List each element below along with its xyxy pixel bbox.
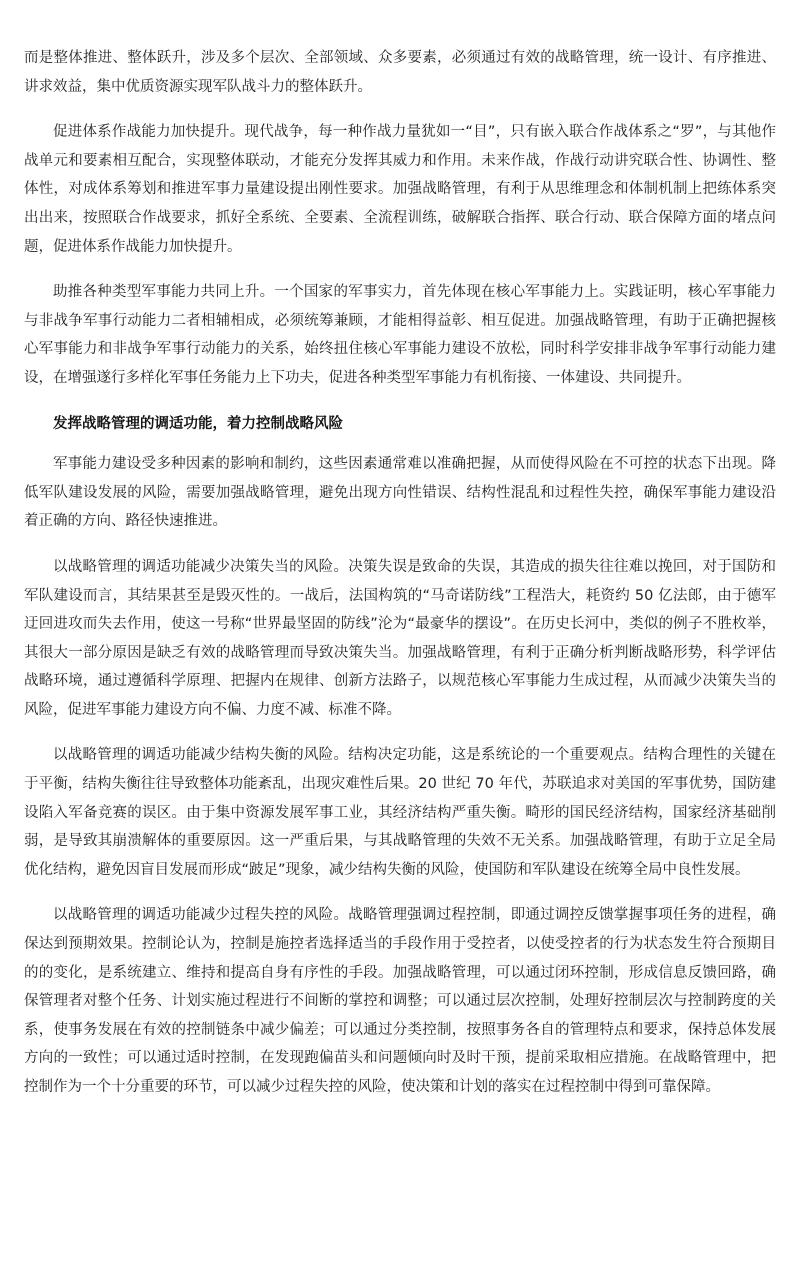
paragraph-structure-risk: 以战略管理的调适功能减少结构失衡的风险。结构决定功能，这是系统论的一个重要观点。结构合理性的关键在于平衡，结构失衡往往导致整体功能紊乱，出现灾难性后果。20 世纪 70 年代，苏联追求对美国的军事优势，国防建设陷入军备竞赛的误区。由于集中资源发展军事工业，其经济结构严重失衡。畸形的国民经济结构，国家经济基础削弱，是导致其崩溃解体的重要原因。这一严重后果，与其战略管理的失效不无关系。加强战略管理，有助于立足全局优化结构，避免因盲目发展而形成“跛足”现象，减少结构失衡的风险，使国防和军队建设在统筹全局中良性发展。 (24, 747, 776, 878)
article-body (24, 44, 776, 1119)
paragraph-military-capabilities: 助推各种类型军事能力共同上升。一个国家的军事实力，首先体现在核心军事能力上。实践证明，核心军事能力与非战争军事行动能力二者相辅相成，必须统筹兼顾，才能相得益彰、相互促进。加强战略管理，有助于正确把握核心军事能力和非战争军事行动能力的关系，始终扭住核心军事能力建设不放松，同时科学安排非战争军事行动能力建设，在增强遂行多样化军事任务能力上下功夫，促进各种类型军事能力有机衔接、一体建设、共同提升。 (24, 284, 776, 386)
paragraph-continuation: 而是整体推进、整体跃升，涉及多个层次、全部领域、众多要素，必须通过有效的战略管理，统一设计、有序推进、讲求效益，集中优质资源实现军队战斗力的整体跃升。 (24, 50, 776, 95)
paragraph-decision-risk: 以战略管理的调适功能减少决策失当的风险。决策失误是致命的失误，其造成的损失往往难以挽回，对于国防和军队建设而言，其结果甚至是毁灭性的。一战后，法国构筑的“马奇诺防线”工程浩大，耗资约 50 亿法郎，由于德军迂回进攻而失去作用，使这一号称“世界最坚固的防线”沦为“最豪华的摆设”。在历史长河中，类似的例子不胜枚举，其很大一部分原因是缺乏有效的战略管理而导致决策失当。加强战略管理，有利于正确分析判断战略形势，科学评估战略环境，通过遵循科学原理、把握内在规律、创新方法路子，以规范核心军事能力生成过程，从而减少决策失当的风险，促进军事能力建设方向不偏、力度不减、标准不降。 (24, 558, 776, 718)
paragraph-system-combat-capability: 促进体系作战能力加快提升。现代战争，每一种作战力量犹如一“目”，只有嵌入联合作战体系之“罗”，与其他作战单元和要素相互配合，实现整体联动，才能充分发挥其威力和作用。未来作战，作战行动讲究联合性、协调性、整体性，对成体系筹划和推进军事力量建设提出刚性要求。加强战略管理，有利于从思维理念和体制机制上把练体系突出出来，按照联合作战要求，抓好全系统、全要素、全流程训练，破解联合指挥、联合行动、联合保障方面的堵点问题，促进体系作战能力加快提升。 (24, 124, 776, 255)
paragraph-process-risk: 以战略管理的调适功能减少过程失控的风险。战略管理强调过程控制，即通过调控反馈掌握事项任务的进程，确保达到预期效果。控制论认为，控制是施控者选择适当的手段作用于受控者，以使受控者的行为状态发生符合预期目的的变化，是系统建立、维持和提高自身有序性的手段。加强战略管理，可以通过闭环控制，形成信息反馈回路，确保管理者对整个任务、计划实施过程进行不间断的掌控和调整；可以通过层次控制，处理好控制层次与控制跨度的关系，使事务发展在有效的控制链条中减少偏差；可以通过分类控制，按照事务各自的管理特点和要求，保持总体发展方向的一致性；可以通过适时控制，在发现跑偏苗头和问题倾向时及时干预，提前采取相应措施。在战略管理中，把控制作为一个十分重要的环节，可以减少过程失控的风险，使决策和计划的落实在过程控制中得到可靠保障。 (24, 907, 776, 1095)
section-heading: 发挥战略管理的调适功能，着力控制战略风险 (53, 415, 343, 432)
paragraph-section-intro: 军事能力建设受多种因素的影响和制约，这些因素通常难以准确把握，从而使得风险在不可控的状态下出现。降低军队建设发展的风险，需要加强战略管理，避免出现方向性错误、结构性混乱和过程性失控，确保军事能力建设沿着正确的方向、路径快速推进。 (24, 456, 776, 530)
